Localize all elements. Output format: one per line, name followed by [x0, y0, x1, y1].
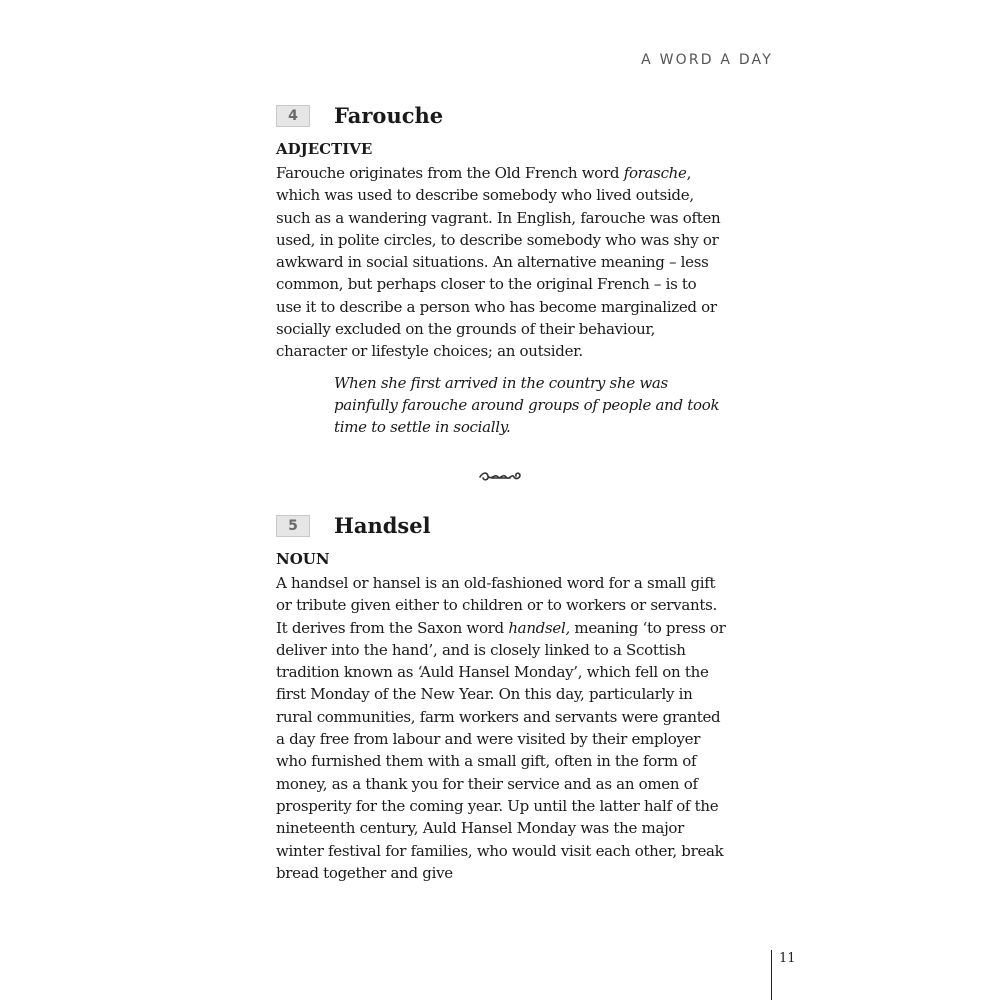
part-of-speech: NOUN	[276, 550, 330, 568]
definition-text	[276, 162, 726, 363]
entry-word: Farouche	[334, 103, 444, 128]
entry-heading	[276, 102, 726, 130]
definition-text-start: Farouche originates from the Old French word	[276, 164, 624, 182]
definition-text	[276, 572, 726, 884]
etymology-term: handsel,	[508, 618, 570, 637]
folio-rule	[771, 950, 772, 1000]
entry-number-badge: 4	[276, 105, 310, 127]
definition-text-start: A handsel or hansel is an old-fashioned word for a small gift or tribute given either to children or to workers or servants. It derives from the Saxon word	[276, 574, 717, 637]
definition-text-rest: meaning ‘to press or deliver into the hand’, and is closely linked to a Scottish tradition known as ‘Auld Hansel Monday’, which fell on the first Monday of the New Year. On this day, particularly in rural communities, farm workers and servants were granted a day free from labour and were visited by their employer who furnished them with a small gift, often in the form of money, as a thank you for their service and as an omen of prosperity for the coming year. Up until the latter half of the nineteenth century, Auld Hansel Monday was the major winter festival for families, who would visit each other, break bread together and give	[276, 618, 726, 882]
running-head: A WORD A DAY	[641, 52, 773, 68]
entry-number-badge: 5	[276, 515, 310, 537]
entry-heading	[276, 512, 726, 540]
definition-text-rest: , which was used to describe somebody who lived outside, such as a wandering vagrant. In English, farouche was often used, in polite circles, to describe somebody who was shy or awkward in social situations. An alternative meaning – less common, but perhaps closer to the original French – is to use it to describe a person who has become marginalized or socially excluded on the grounds of their behaviour, character or lifestyle choices; an outsider.	[276, 164, 721, 361]
entry-farouche	[276, 102, 726, 439]
entry-word: Handsel	[334, 513, 431, 538]
entry-handsel	[276, 512, 726, 884]
part-of-speech: ADJECTIVE	[276, 140, 373, 158]
flourish-ornament-icon	[476, 466, 524, 488]
page-number: 11	[779, 951, 796, 966]
etymology-term: forasche	[623, 164, 687, 182]
usage-example: When she first arrived in the country she was painfully farouche around groups of people and took time to settle in socially.	[334, 373, 720, 437]
